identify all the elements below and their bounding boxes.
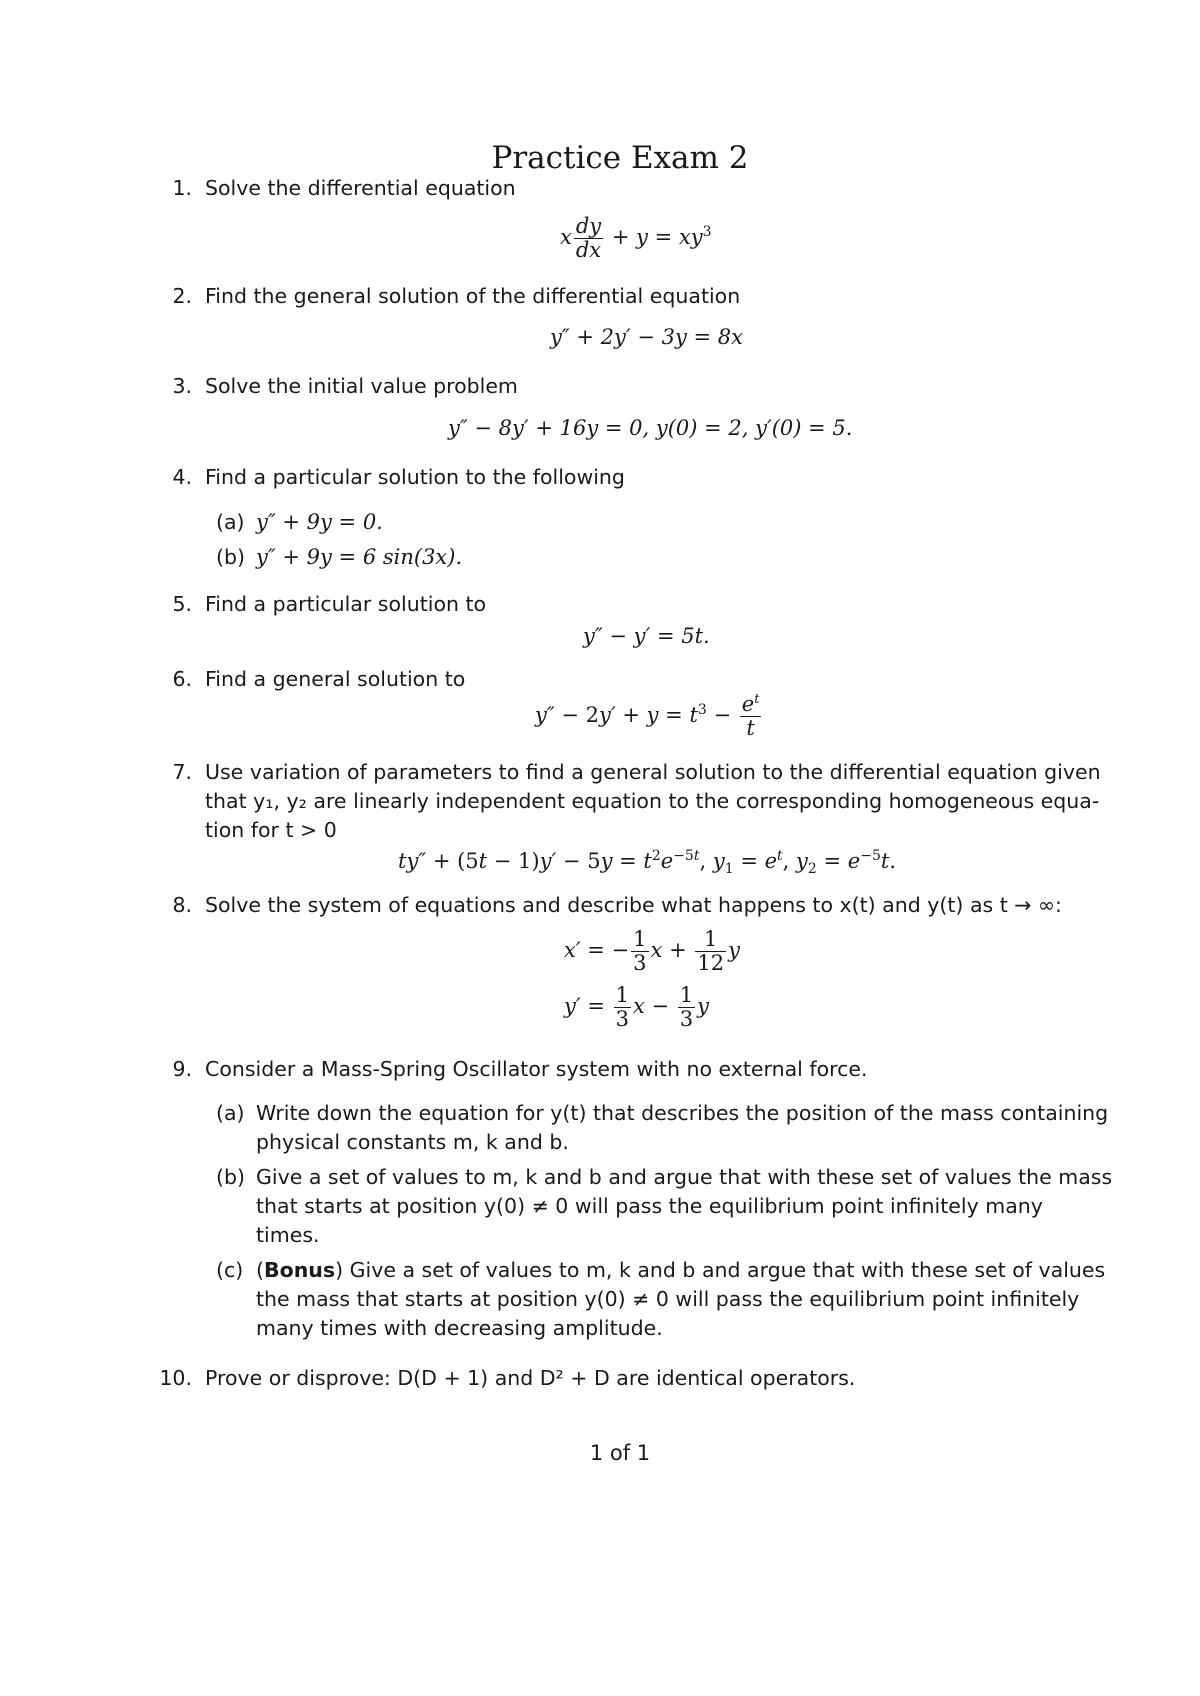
- equation-7: $ty'' + (5t - 1)y' - 5y = t^2e^{-5t}$, $y_1 = e^t$, $y_2 = e^{-5}t$.: [398, 848, 896, 878]
- part-text-rest: ) Give a set of values to m, k and b and argue that with these set of values: [335, 1258, 1106, 1282]
- part-label: (b): [216, 1165, 246, 1189]
- problem-text: Solve the differential equation: [205, 176, 516, 200]
- part-label: (b): [216, 545, 246, 569]
- problem-number: 1.: [172, 176, 192, 200]
- problem-number: 5.: [172, 592, 192, 616]
- equation-4a: y″ + 9y = 0.: [256, 510, 383, 534]
- part-label: (a): [216, 510, 245, 534]
- equation-8b: y′ = $\frac{1}{3}$ x − $\frac{1}{3}$ y: [564, 983, 710, 1032]
- equation-1: x $\frac{dy}{dx}$ + $y = xy^3$: [560, 214, 712, 263]
- problem-number: 10.: [159, 1366, 192, 1390]
- problem-text-line: tion for t > 0: [205, 818, 337, 842]
- equation-5: y″ − y′ = 5t.: [583, 624, 710, 648]
- problem-number: 9.: [172, 1057, 192, 1081]
- bonus-label: Bonus: [264, 1258, 336, 1282]
- part-text-line: many times with decreasing amplitude.: [256, 1316, 663, 1340]
- part-label: (a): [216, 1101, 245, 1125]
- problem-number: 4.: [172, 465, 192, 489]
- part-text-line: times.: [256, 1223, 320, 1247]
- problem-text-line: that y₁, y₂ are linearly independent equation to the corresponding homogeneous equa-: [205, 789, 1100, 813]
- problem-number: 3.: [172, 374, 192, 398]
- problem-text: Solve the system of equations and describe what happens to x(t) and y(t) as t → ∞:: [205, 893, 1062, 917]
- part-text-line: the mass that starts at position y(0) ≠ 0 will pass the equilibrium point infinitely: [256, 1287, 1080, 1311]
- problem-text: Find a particular solution to the following: [205, 465, 625, 489]
- equation-4b: y″ + 9y = 6 sin(3x).: [256, 545, 463, 569]
- part-text-line: Write down the equation for y(t) that describes the position of the mass containing: [256, 1101, 1109, 1125]
- problem-text: Find a general solution to: [205, 667, 466, 691]
- page-title: Practice Exam 2: [491, 140, 749, 176]
- part-text-line: Give a set of values to m, k and b and argue that with these set of values the mass: [256, 1165, 1113, 1189]
- problem-text: Prove or disprove: D(D + 1) and D² + D are identical operators.: [205, 1366, 856, 1390]
- problem-text: Find a particular solution to: [205, 592, 487, 616]
- part-text-line: (Bonus) Give a set of values to m, k and b and argue that with these set of values: [256, 1258, 1106, 1282]
- problem-number: 2.: [172, 284, 192, 308]
- problem-text: Solve the initial value problem: [205, 374, 518, 398]
- equation-2: y″ + 2y′ − 3y = 8x: [550, 325, 743, 349]
- problem-number: 7.: [172, 760, 192, 784]
- part-text-line: physical constants m, k and b.: [256, 1130, 569, 1154]
- equation-3: y″ − 8y′ + 16y = 0, y(0) = 2, y′(0) = 5.: [448, 416, 853, 440]
- problem-text-line: Use variation of parameters to find a general solution to the differential equation given: [205, 760, 1101, 784]
- equation-6: $y'' - 2y' + y = t^3$ − $\frac{e^t}{t}$: [535, 692, 760, 741]
- problem-text: Find the general solution of the differential equation: [205, 284, 741, 308]
- problem-number: 8.: [172, 893, 192, 917]
- problem-text: Consider a Mass-Spring Oscillator system with no external force.: [205, 1057, 868, 1081]
- equation-8a: x′ = − $\frac{1}{3}$ x + $\frac{1}{12}$ y: [564, 927, 740, 976]
- part-text-line: that starts at position y(0) ≠ 0 will pass the equilibrium point infinitely many: [256, 1194, 1043, 1218]
- part-label: (c): [216, 1258, 244, 1282]
- page-footer: 1 of 1: [589, 1441, 651, 1465]
- problem-number: 6.: [172, 667, 192, 691]
